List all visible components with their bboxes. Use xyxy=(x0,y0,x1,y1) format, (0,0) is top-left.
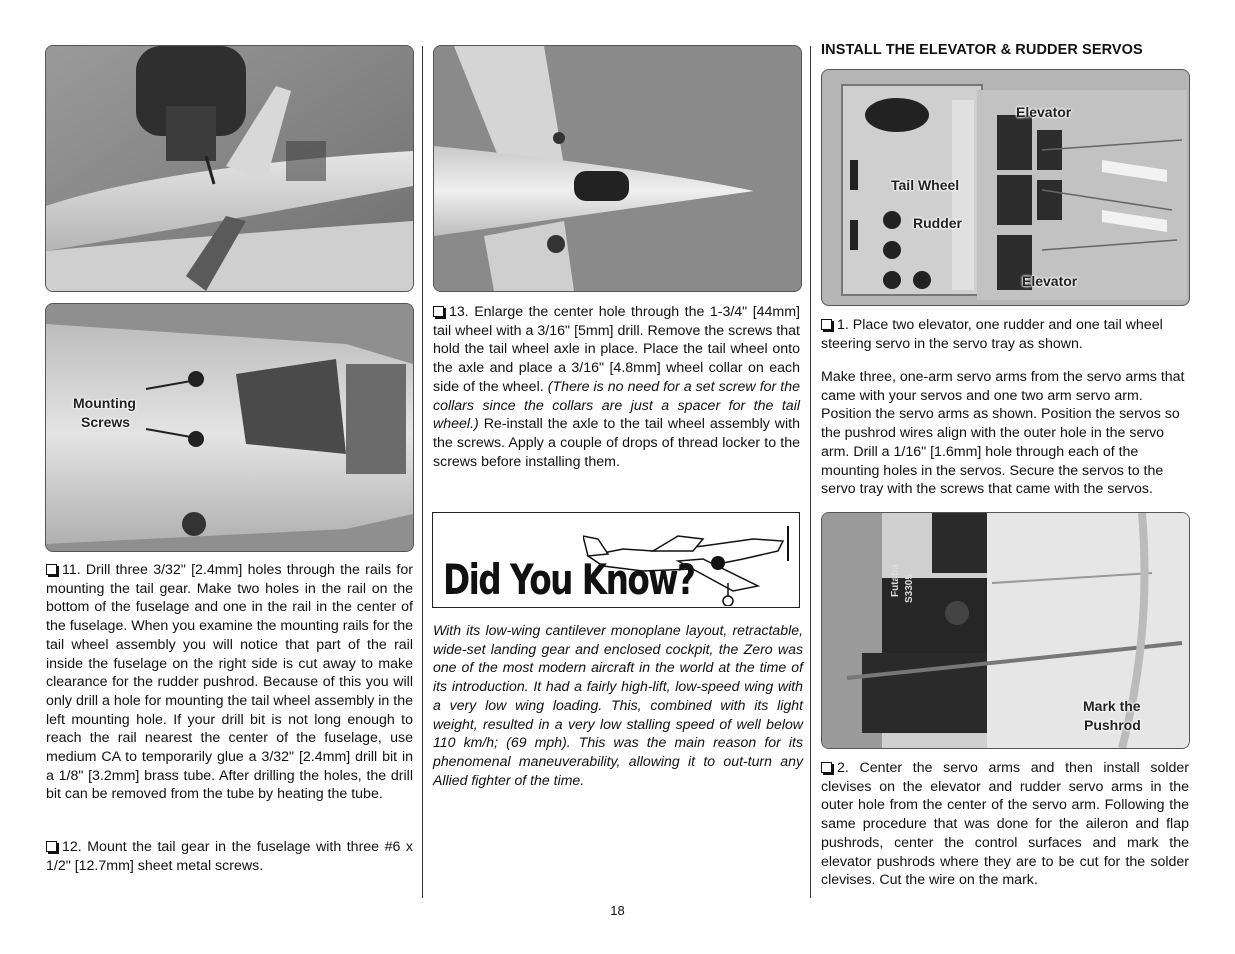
step-12-checkbox[interactable] xyxy=(46,841,57,852)
label-screws: Screws xyxy=(81,414,131,430)
step-11: 11. Drill three 3/32" [2.4mm] holes through the rails for mounting the tail gear. Make two holes in the rail on the bottom of the fuselage and one in the rail in the center of the fuselage. When you examine the mounting rails for the tail wheel assembly you will notice that part of the rail inside the fuselage on the right side is cut away to make clearance for the rudder pushrod. Because of this you will only drill a hole for mounting the tail wheel assembly in the left mounting hole. If your drill bit is not long enough to reach the rail nearest the center of the fuselage, use medium CA to temporarily glue a 3/32" [2.4mm] drill bit in a 1/8" [3.2mm] brass tube. After drilling the holes, the drill bit can be removed from the tube by heating the tube. xyxy=(46,562,413,803)
did-you-know-box xyxy=(432,512,800,608)
column-divider-1 xyxy=(422,46,423,898)
label-mounting: Mounting xyxy=(73,395,136,411)
label-rudder: Rudder xyxy=(913,215,962,231)
did-you-know-text: With its low-wing cantilever monoplane layout, retractable, wide-set landing gear and enclosed cockpit, the Zero was one of the most modern aircraft in the world at the time of its introduction. It had a fairly high-lift, low-speed wing with a very low wing loading. This, combined with its light weight, resulted in a very low stalling speed of well below 110 km/h; (69 mph). This was the main reason for its phenomenal maneuverability, allowing it to out-turn any Allied fighter of the time. xyxy=(433,622,803,788)
servo-brand-label: Futaba xyxy=(890,564,901,597)
photo-tail-gear-mounting-screws xyxy=(45,303,414,552)
photo-mark-pushrod xyxy=(821,512,1190,749)
servo-arm-instructions: Make three, one-arm servo arms from the servo arms that came with your servos and one two arm servo arm. Position the servo arms as shown. Position the servos so the pushrod wires align with the outer hole in the servo arm. Drill a 1/16" [1.6mm] hole through each of the mounting holes in the servos. Secure the servos to the servo tray with the screws that came with the servos. xyxy=(821,369,1185,498)
photo-tail-wheel-installed xyxy=(433,45,802,292)
label-mark-the: Mark the xyxy=(1083,698,1141,714)
section-heading: INSTALL THE ELEVATOR & RUDDER SERVOS xyxy=(821,42,1143,58)
photo-servo-tray xyxy=(821,69,1190,306)
photo-drilling-tail-rail xyxy=(45,45,414,292)
label-elevator-top: Elevator xyxy=(1016,104,1072,120)
step-2: 2. Center the servo arms and then install solder clevises on the elevator and rudder servo arms in the outer hole from the center of the servo arm. Following the same procedure that was done for the aileron and flap pushrods, center the control surfaces and mark the elevator pushrods where they are to be cut for the solder clevises. Cut the wire on the mark. xyxy=(821,760,1189,889)
step-1-checkbox[interactable] xyxy=(821,319,832,330)
page-number: 18 xyxy=(610,903,625,918)
step-13-checkbox[interactable] xyxy=(433,306,444,317)
step-12: 12. Mount the tail gear in the fuselage with three #6 x 1/2" [12.7mm] sheet metal screws. xyxy=(46,839,413,874)
step-11-checkbox[interactable] xyxy=(46,564,57,575)
step-1: 1. Place two elevator, one rudder and one tail wheel steering servo in the servo tray as shown. xyxy=(821,317,1163,352)
step-2-checkbox[interactable] xyxy=(821,762,832,773)
column-divider-2 xyxy=(810,46,811,898)
label-tail-wheel: Tail Wheel xyxy=(891,177,960,193)
servo-model-label: S3305 xyxy=(904,574,915,603)
label-elevator-bottom: Elevator xyxy=(1022,273,1078,289)
step-13: 13. Enlarge the center hole through the 1-3/4" [44mm] tail wheel with a 3/16" [5mm] drill. Remove the screws that hold the tail wheel axle in place. Place the tail wheel onto the axle and place a 3/16" [4.8mm] wheel collar on each side of the wheel. (There is no need for a set screw for the collars since the collars are just a spacer for the tail wheel.) Re-install the axle to the tail wheel assembly with the screws. Apply a couple of drops of thread locker to the screws before installing them. xyxy=(433,304,801,470)
did-you-know-title: Did You Know? xyxy=(443,555,695,604)
label-pushrod: Pushrod xyxy=(1084,717,1141,733)
